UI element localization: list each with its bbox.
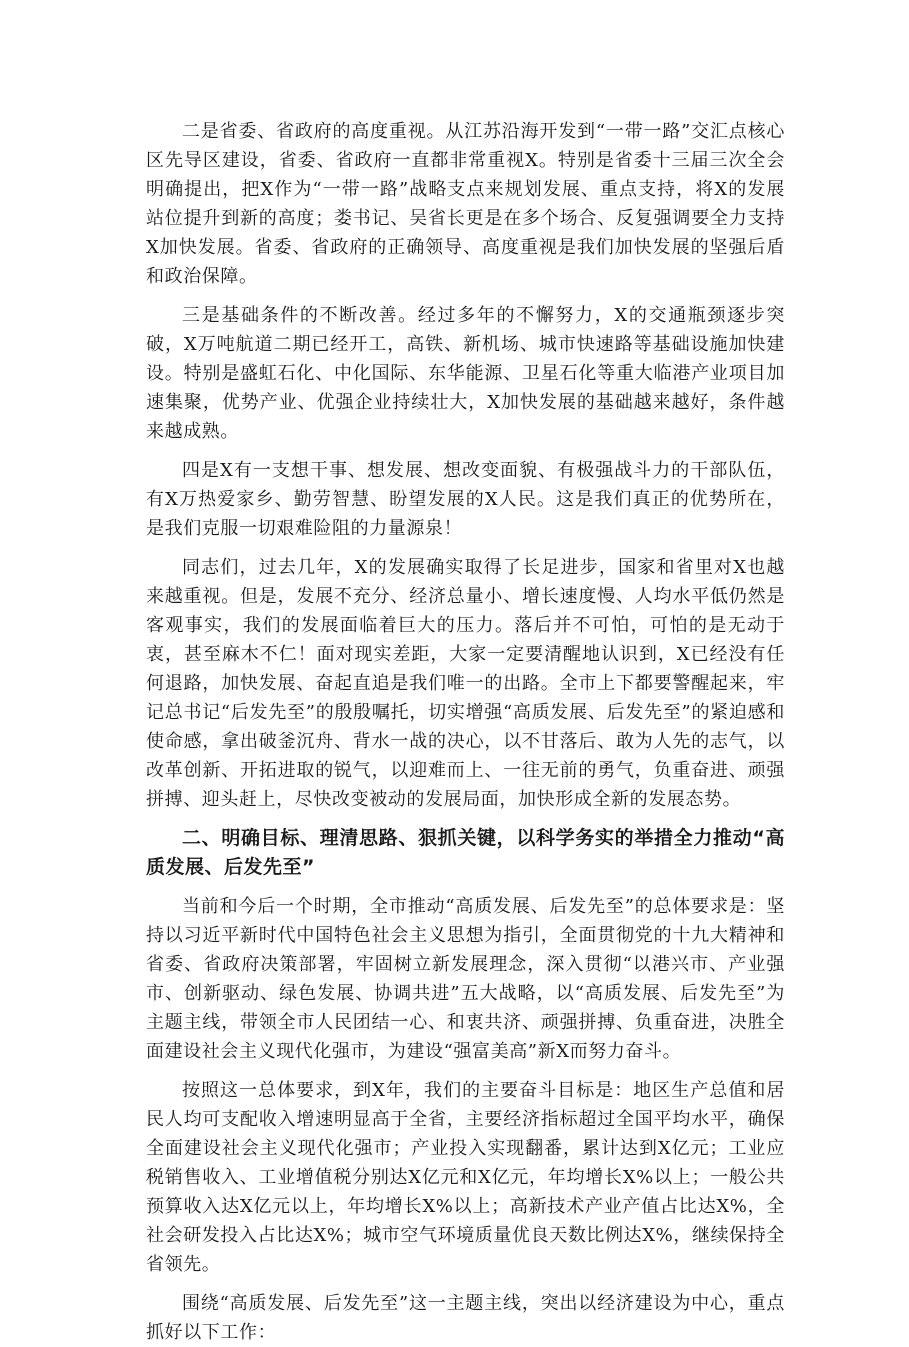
paragraph-overall-requirements: 当前和今后一个时期，全市推动“高质发展、后发先至”的总体要求是：坚持以习近平新时代中国特色社会主义思想为指引，全面贯彻党的十九大精神和省委、省政府决策部署，牢固树立新发展理念，深入贯彻“以港兴市、产业强市、创新驱动、绿色发展、协调共进”五大战略，以“高质发展、后发先至”为主题主线，带领全市人民团结一心、和衷共济、顽强拼搏、负重奋进，决胜全面建设社会主义现代化强市，为建设“强富美高”新X而努力奋斗。 xyxy=(146,896,785,1062)
paragraph-provincial-support: 二是省委、省政府的高度重视。从江苏沿海开发到“一带一路”交汇点核心区先导区建设，省委、省政府一直都非常重视X。特别是省委十三届三次全会明确提出，把X作为“一带一路”战略支点来规划发展、重点支持，将X的发展站位提升到新的高度；娄书记、吴省长更是在多个场合、反复强调要全力支持X加快发展。省委、省政府的正确领导、高度重视是我们加快发展的坚强后盾和政治保障。 xyxy=(146,121,785,287)
paragraph-cadres-people: 四是X有一支想干事、想发展、想改变面貌、有极强战斗力的干部队伍，有X万热爱家乡、勤劳智慧、盼望发展的X人民。这是我们真正的优势所在，是我们克服一切艰难险阻的力量源泉！ xyxy=(146,460,785,539)
paragraph-main-goals: 按照这一总体要求，到X年，我们的主要奋斗目标是：地区生产总值和居民人均可支配收入增速明显高于全省，主要经济指标超过全国平均水平，确保全面建设社会主义现代化强市；产业投入实现翻番，累计达到X亿元；工业应税销售收入、工业增值税分别达X亿元和X亿元，年均增长X%以上；一般公共预算收入达X亿元以上，年均增长X%以上；高新技术产业产值占比达X%，全社会研发投入占比达X%；城市空气环境质量优良天数比例达X%，继续保持全省领先。 xyxy=(146,1080,785,1275)
paragraph-key-work: 围绕“高质发展、后发先至”这一主题主线，突出以经济建设为中心，重点抓好以下工作： xyxy=(146,1293,785,1343)
paragraph-infrastructure: 三是基础条件的不断改善。经过多年的不懈努力，X的交通瓶颈逐步突破，X万吨航道二期已经开工，高铁、新机场、城市快速路等基础设施加快建设。特别是盛虹石化、中化国际、东华能源、卫星石化等重大临港产业项目加速集聚，优势产业、优强企业持续壮大，X加快发展的基础越来越好，条件越来越成熟。 xyxy=(146,305,785,442)
paragraph-comrades: 同志们，过去几年，X的发展确实取得了长足进步，国家和省里对X也越来越重视。但是，发展不充分、经济总量小、增长速度慢、人均水平低仍然是客观事实，我们的发展面临着巨大的压力。落后并不可怕，可怕的是无动于衷，甚至麻木不仁！面对现实差距，大家一定要清醒地认识到，X已经没有任何退路，加快发展、奋起直追是我们唯一的出路。全市上下都要警醒起来，牢记总书记“后发先至”的殷殷嘱托，切实增强“高质发展、后发先至”的紧迫感和使命感，拿出破釜沉舟、背水一战的决心，以不甘落后、敢为人先的志气，以改革创新、开拓进取的锐气，以迎难而上、一往无前的勇气，负重奋进、顽强拼搏、迎头赶上，尽快改变被动的发展局面，加快形成全新的发展态势。 xyxy=(146,557,785,810)
section-heading: 二、明确目标、理清思路、狠抓关键，以科学务实的举措全力推动“高质发展、后发先至” xyxy=(146,827,785,878)
